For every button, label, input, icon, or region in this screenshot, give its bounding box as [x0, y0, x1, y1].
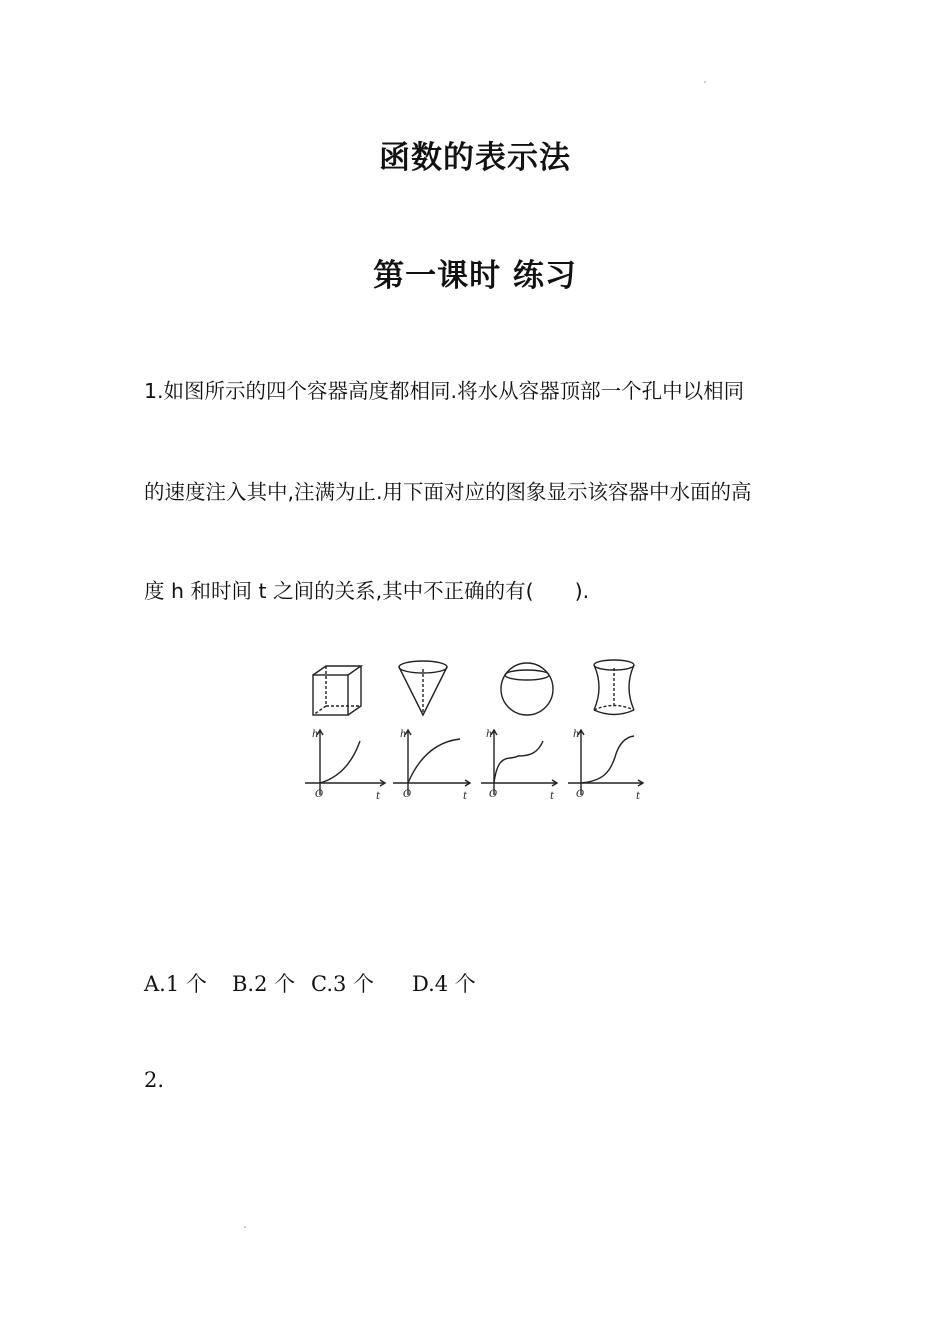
hourglass-container-icon	[594, 660, 634, 715]
origin-label: O	[576, 789, 585, 800]
option-d: D.4 个	[412, 972, 476, 996]
sphere-container-icon	[501, 663, 553, 715]
option-a: A.1 个	[144, 972, 207, 996]
option-b: B.2 个	[232, 972, 296, 996]
x-axis-label: t	[463, 791, 468, 802]
origin-label: O	[315, 789, 324, 800]
curve-1	[320, 741, 360, 783]
curve-2	[408, 739, 460, 783]
x-axis-label: t	[636, 791, 641, 802]
curve-4	[581, 736, 634, 783]
page-subtitle: 第一课时 练习	[373, 258, 577, 294]
page-title: 函数的表示法	[379, 140, 571, 176]
scan-dot	[704, 81, 706, 83]
y-axis-label: h	[486, 729, 493, 740]
origin-label: O	[403, 789, 412, 800]
y-axis-label: h	[312, 729, 319, 740]
question1-line3: 度 h 和时间 t 之间的关系,其中不正确的有( ).	[144, 579, 590, 603]
x-axis-label: t	[376, 791, 381, 802]
y-axis-label: h	[573, 729, 580, 740]
question2-number: 2.	[144, 1068, 165, 1092]
curve-3	[494, 741, 543, 783]
x-axis-label: t	[550, 791, 555, 802]
containers-figure	[300, 655, 650, 805]
cone-container-icon	[399, 661, 447, 715]
scan-dot	[244, 1226, 246, 1228]
origin-label: O	[489, 789, 498, 800]
cube-container-icon	[313, 666, 361, 715]
question1-line2: 的速度注入其中,注满为止.用下面对应的图象显示该容器中水面的高	[144, 480, 752, 504]
y-axis-label: h	[400, 729, 407, 740]
option-c: C.3 个	[311, 972, 375, 996]
question1-line1: 1.如图所示的四个容器高度都相同.将水从容器顶部一个孔中以相同	[144, 379, 745, 403]
